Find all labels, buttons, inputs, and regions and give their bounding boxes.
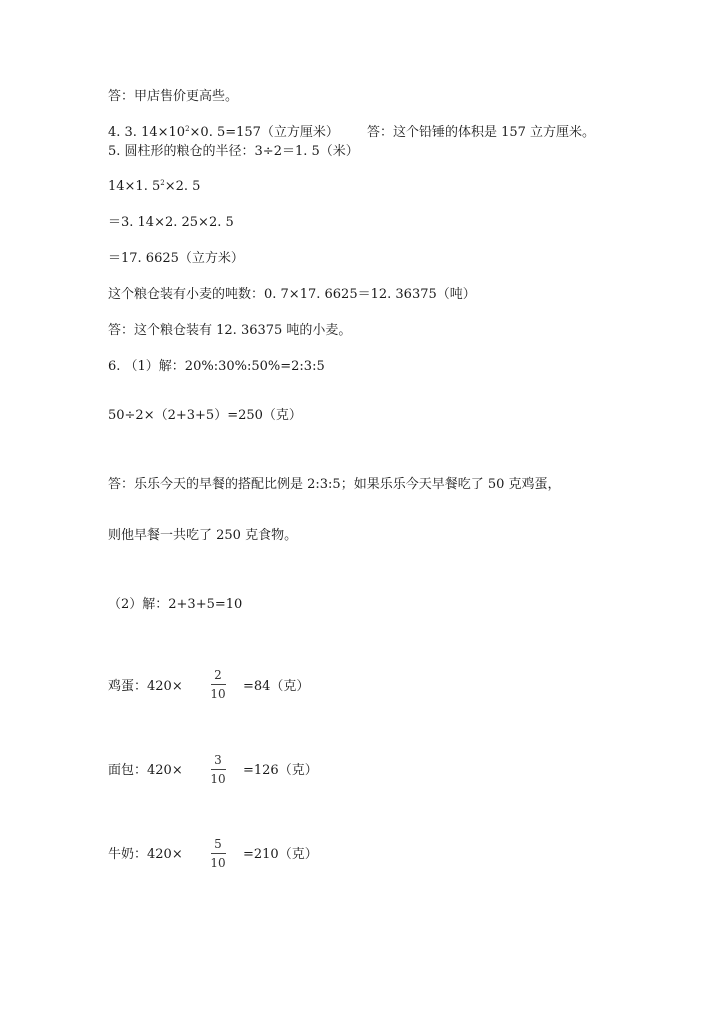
answer-line-6b: 则他早餐一共吃了 250 克食物。 bbox=[108, 528, 298, 543]
egg-line: 鸡蛋：420× bbox=[108, 679, 183, 694]
bread-line: 面包：420× bbox=[108, 763, 183, 778]
egg-fraction bbox=[209, 668, 227, 701]
milk-fraction bbox=[209, 837, 227, 870]
egg-result: =84（克） bbox=[243, 679, 310, 694]
answer-line-5: 答：这个粮仓装有 12. 36375 吨的小麦。 bbox=[108, 323, 352, 338]
fraction-denominator: 10 bbox=[210, 856, 226, 870]
fraction-bar bbox=[211, 684, 226, 685]
bread-fraction bbox=[209, 753, 227, 786]
answer-line-6a: 答：乐乐今天的早餐的搭配比例是 2:3:5；如果乐乐今天早餐吃了 50 克鸡蛋， bbox=[108, 477, 561, 492]
calc-step-3: ＝17. 6625（立方米） bbox=[108, 251, 244, 266]
problem-6-part1: 6. （1）解：20%:30%:50%=2:3:5 bbox=[108, 359, 325, 374]
answer-line-1 bbox=[108, 89, 238, 105]
fraction-bar bbox=[211, 769, 226, 770]
milk-line: 牛奶：420× bbox=[108, 847, 183, 862]
milk-result: =210（克） bbox=[243, 847, 318, 862]
problem-6-part2: （2）解：2+3+5=10 bbox=[108, 597, 243, 612]
fraction-denominator: 10 bbox=[210, 772, 226, 786]
fraction-numerator: 2 bbox=[214, 668, 222, 682]
problem-6-calc: 50÷2×（2+3+5）=250（克） bbox=[108, 408, 302, 423]
wheat-tonnage-line: 这个粮仓装有小麦的吨数：0. 7×17. 6625＝12. 36375（吨） bbox=[108, 287, 476, 302]
fraction-numerator: 5 bbox=[214, 837, 222, 851]
fraction-bar bbox=[211, 853, 226, 854]
fraction-numerator: 3 bbox=[214, 753, 222, 767]
problem-4-calc: 4. 3. $14\times 10^2\times 0$. 5=157（立方厘米） bbox=[108, 125, 339, 140]
problem-5-line: 5. 圆柱形的粮仓的半径：3÷2＝1. 5（米） bbox=[108, 144, 359, 159]
answer-text: 答：甲店售价更高些。 bbox=[108, 89, 239, 104]
calc-step-2: ＝3. 14×2. 25×2. 5 bbox=[108, 215, 234, 230]
fraction-denominator: 10 bbox=[210, 687, 226, 701]
problem-4-answer: 答：这个铅锤的体积是 157 立方厘米。 bbox=[366, 125, 596, 140]
calc-step-1: 14×1. $5^2\times 2$. 5 bbox=[108, 179, 201, 194]
bread-result: =126（克） bbox=[243, 763, 318, 778]
problem-4-line bbox=[108, 125, 595, 141]
